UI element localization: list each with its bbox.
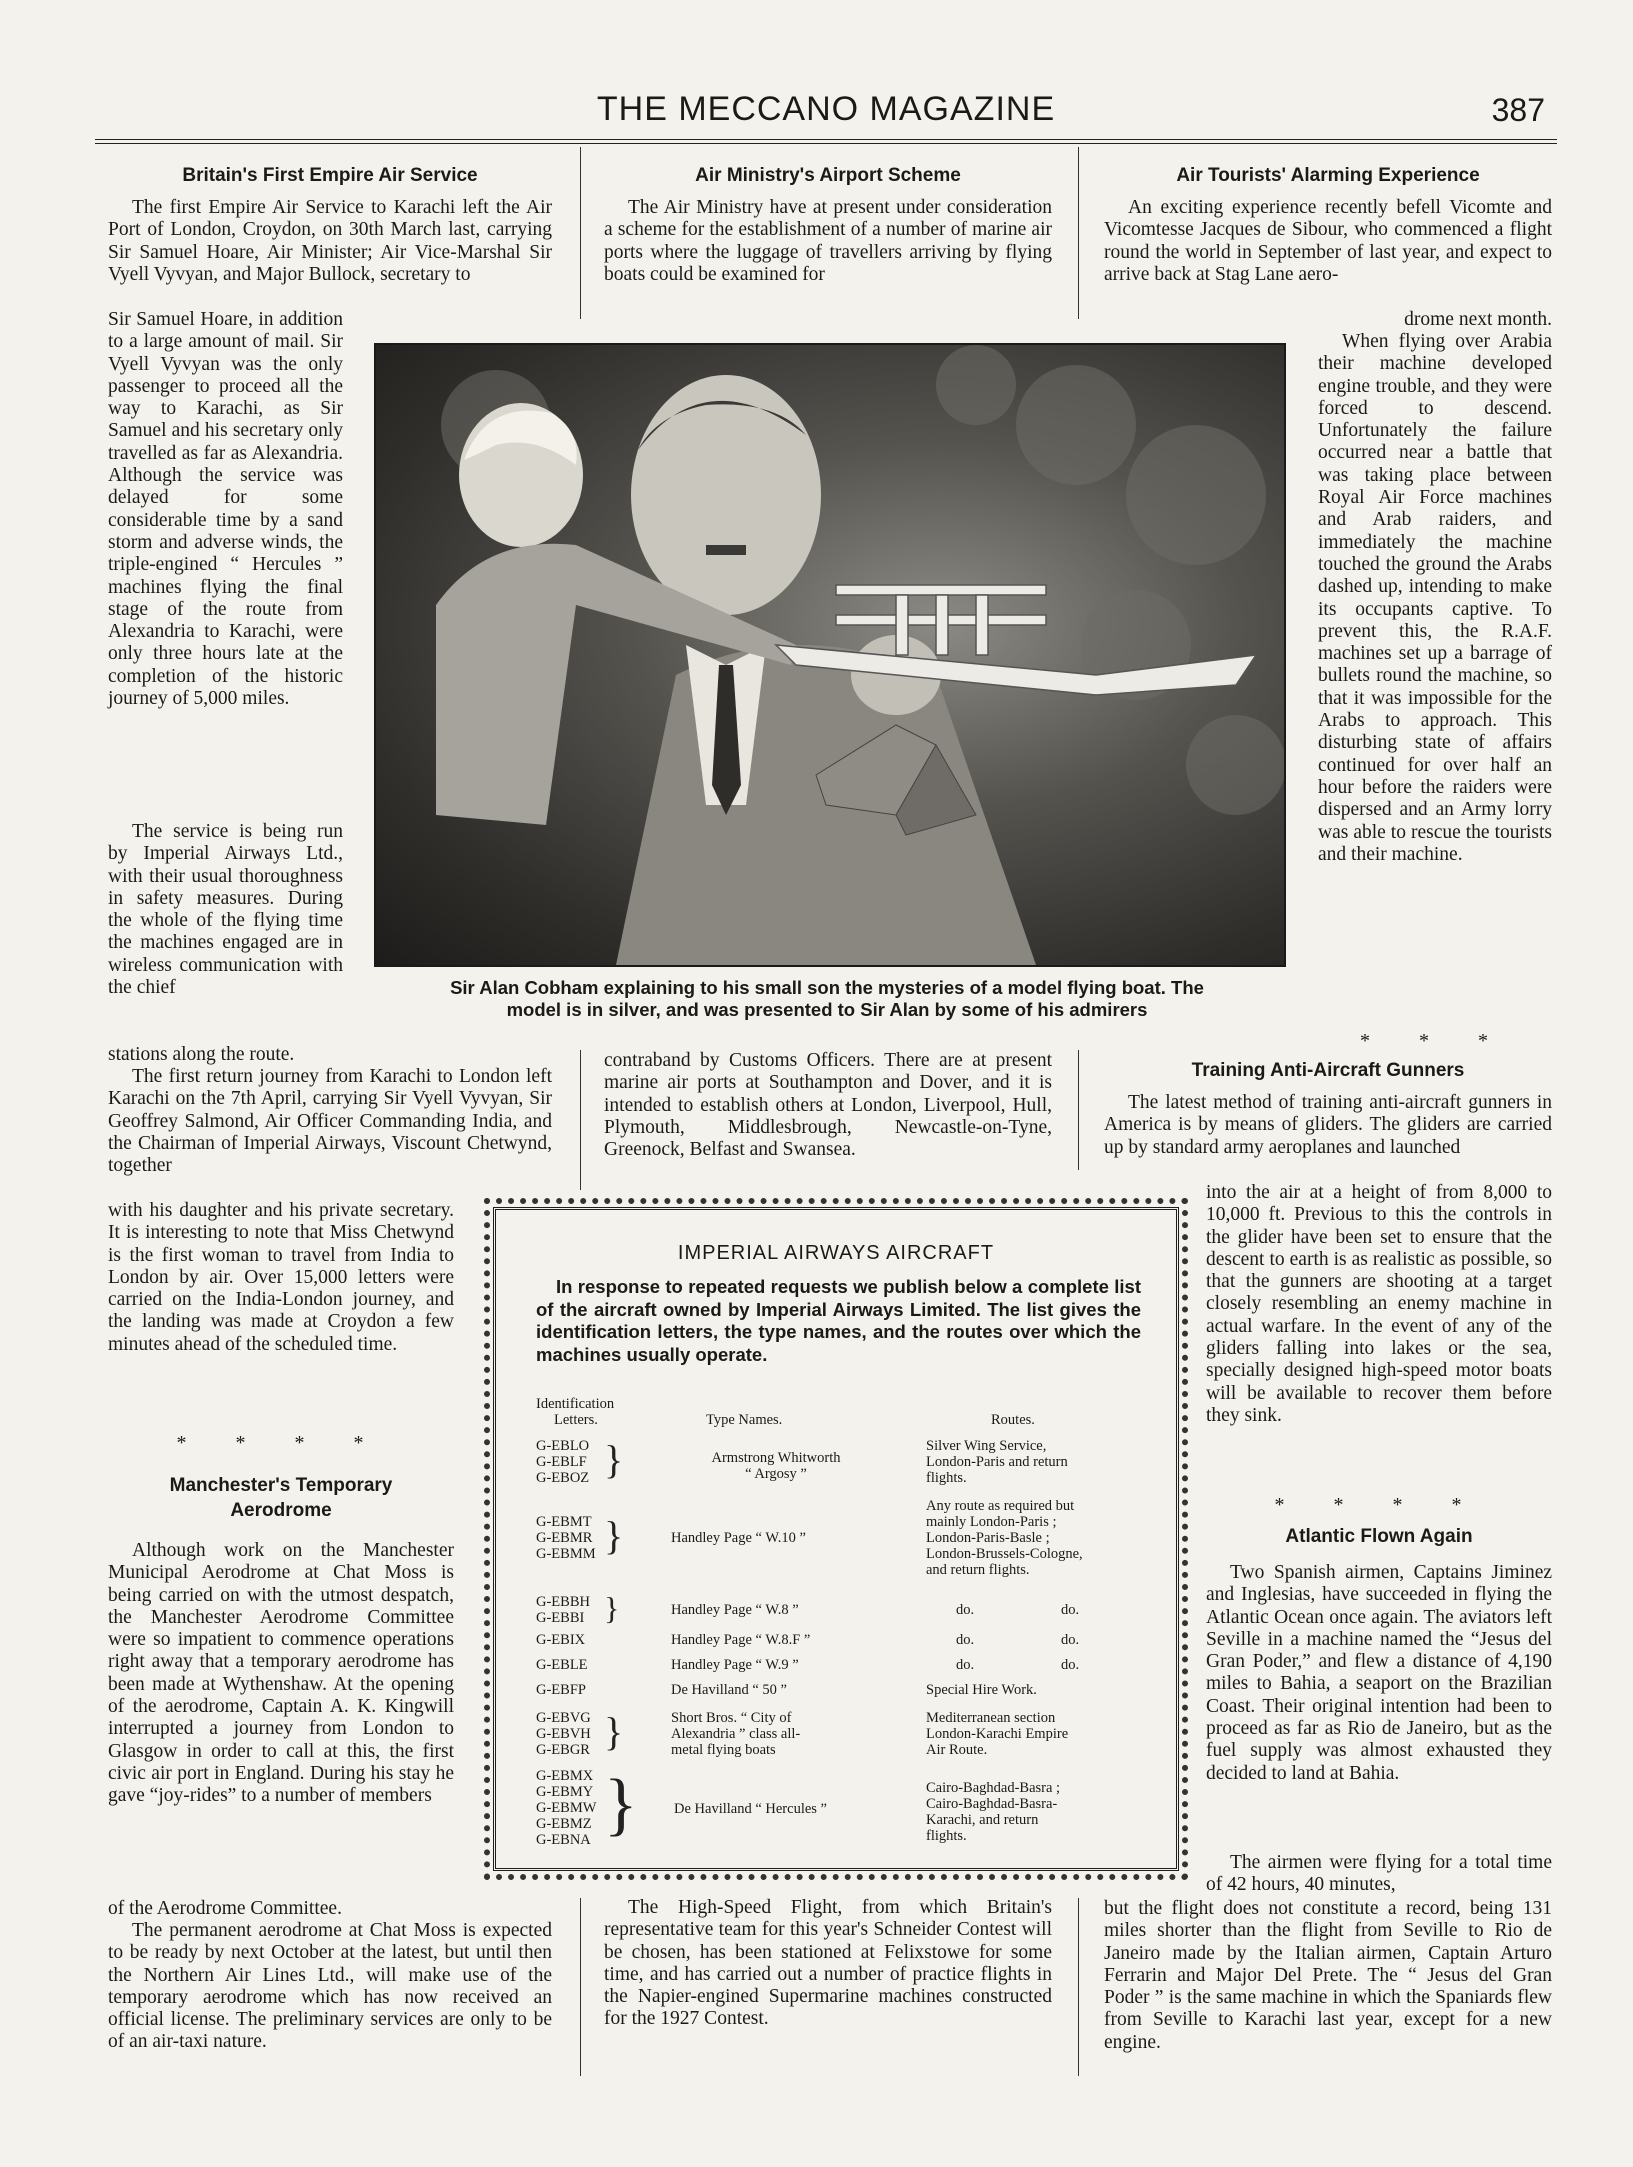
header-rule-2 [95, 143, 1557, 144]
column-divider [1078, 147, 1079, 319]
route: do. [956, 1657, 975, 1673]
article-paragraph: but the flight does not constitute a record, being 131 miles shorter than the flight from Seville to Rio de Janeiro made by the Italian airmen, Captain Arturo Ferrarin and Major Del Prete. The “ Jesus del Gran Poder ” is the same machine in which the Spaniards flew from Seville to Karachi last year, except for a new engine. [1104, 1898, 1552, 2053]
article-heading: Manchester's Temporary [169, 1475, 393, 1496]
article-paragraph: stations along the route. [108, 1044, 295, 1065]
column-divider [580, 1050, 581, 1190]
article-paragraph: drome next month. [1404, 309, 1552, 330]
header-rule [95, 139, 1557, 140]
ident-letters: G-EBBH G-EBBI [536, 1594, 590, 1626]
article-heading: Atlantic Flown Again [1285, 1526, 1473, 1547]
article-paragraph: Although work on the Manchester Municipal Aerodrome at Chat Moss is being carried on with the utmost despatch, the Manchester Aerodrome Committee were so impatient to commence operations right away that a temporary aerodrome has been made at Wythenshaw. At the opening of the aerodrome, Captain A. K. Kingwill interrupted a journey from London to Glasgow in order to call at this, the first civic air port in England. During his stay he gave “joy-rides” to a number of members [108, 1540, 454, 1807]
article-paragraph: Two Spanish airmen, Captains Jiminez and Inglesias, have succeeded in flying the Atlantic Ocean once again. The aviators left Seville in a machine named the “Jesus del Gran Poder,” and flew a distance of 4,190 miles to Bahia, a seaport on the Brazilian Coast. Their original intention had been to proceed as far as Rio de Janeiro, but as the fuel supply was almost exhausted they decided to land at Bahia. [1206, 1562, 1552, 1784]
brace: } [604, 1513, 624, 1558]
article-paragraph: The latest method of training anti-aircraft gunners in America is by means of gliders. The gliders are carried up by standard army aeroplanes and launched [1104, 1092, 1552, 1158]
type-name: Handley Page “ W.10 ” [671, 1530, 806, 1546]
article-paragraph: into the air at a height of from 8,000 to 10,000 ft. Previous to this the controls in the glider have been set to ensure that the descent to earth is as realistic as possible, so that the gunners are shooting at a target closely resembling an enemy machine in actual warfare. In the event of any of the gliders falling into lakes or the sea, specially designed high-speed motor boats will be available to recover them before they sink. [1206, 1182, 1552, 1426]
article-paragraph: An exciting experience recently befell Vicomte and Vicomtesse Jacques de Sibour, who commenced a flight round the world in September of last year, and expect to arrive back at Stag Lane aero- [1104, 197, 1552, 285]
article-heading: Training Anti-Aircraft Gunners [1191, 1060, 1465, 1081]
ident-letters: G-EBIX [536, 1632, 586, 1648]
type-name: Handley Page “ W.8.F ” [671, 1632, 811, 1648]
article-paragraph: The service is being run by Imperial Airways Ltd., with their usual thoroughness in safety measures. During the whole of the flying time the machines engaged are in wireless communication with the chief [108, 821, 343, 999]
route: do. [956, 1602, 975, 1618]
route: do. [1061, 1602, 1080, 1618]
photo-illustration [376, 345, 1284, 965]
column-header-routes: Routes. [991, 1412, 1035, 1428]
photograph [374, 343, 1286, 967]
brace: } [604, 1590, 620, 1626]
column-divider [1078, 1050, 1079, 1170]
aircraft-list-box [493, 1207, 1179, 1871]
article-paragraph: When flying over Arabia their machine developed engine trouble, and they were forced to descend. Unfortunately the failure occurred near a battle that was taking place between Royal Air Force machines and Arab raiders, and immediately the machine touched the ground the Arabs dashed up, intending to make its occupants captive. To prevent this, the R.A.F. machines set up a barrage of bullets round the machine, so that it was impossible for the Arabs to approach. This disturbing state of affairs continued for over half an hour before the raiders were dispersed and an Army lorry was able to rescue the tourists and their machine. [1318, 331, 1552, 865]
article-paragraph: of the Aerodrome Committee. [108, 1898, 342, 1919]
type-name: De Havilland “ Hercules ” [674, 1801, 827, 1817]
ident-letters: G-EBMX G-EBMY G-EBMW G-EBMZ G-EBNA [536, 1768, 597, 1848]
article-heading: Britain's First Empire Air Service [182, 165, 478, 186]
ident-letters: G-EBFP [536, 1682, 586, 1698]
type-name: Handley Page “ W.9 ” [671, 1657, 799, 1673]
article-paragraph: The permanent aerodrome at Chat Moss is expected to be ready by next October at the latest, but until then the Northern Air Lines Ltd., will make use of the temporary aerodrome which has now received an official license. The preliminary services are only to be of an air-taxi nature. [108, 1920, 552, 2053]
section-stars: * * * * [176, 1432, 386, 1454]
type-name: Handley Page “ W.8 ” [671, 1602, 799, 1618]
route: Special Hire Work. [926, 1682, 1037, 1698]
page-number: 387 [1491, 92, 1545, 128]
article-paragraph: with his daughter and his private secretary. It is interesting to note that Miss Chetwynd is the first woman to travel from India to London by air. Over 15,000 letters were carried on the India-London journey, and the landing was made at Croydon a few minutes ahead of the scheduled time. [108, 1200, 454, 1355]
ident-letters: G-EBVG G-EBVH G-EBGR [536, 1710, 591, 1758]
column-divider [580, 147, 581, 319]
column-header-ident-2: Letters. [554, 1412, 598, 1428]
type-name: Armstrong Whitworth “ Argosy ” [711, 1450, 841, 1482]
section-stars: * * * [1360, 1030, 1510, 1052]
column-header-ident: Identification [536, 1396, 615, 1412]
type-name: Short Bros. “ City of Alexandria ” class all- metal flying boats [671, 1710, 801, 1758]
article-heading: Air Ministry's Airport Scheme [695, 165, 961, 186]
route: Cairo-Baghdad-Basra ; Cairo-Baghdad-Basra- Karachi, and return flights. [926, 1780, 1061, 1844]
article-paragraph: The first Empire Air Service to Karachi left the Air Port of London, Croydon, on 30th March last, carrying Sir Samuel Hoare, Air Minister; Air Vice-Marshal Sir Vyell Vyvyan, and Major Bullock, secretary to [108, 197, 552, 285]
article-paragraph: Sir Samuel Hoare, in addition to a large amount of mail. Sir Vyell Vyvyan was the only passenger to proceed all the way to Karachi, as Sir Samuel and his secretary only travelled as far as Alexandria. Although the service was delayed for some considerable time by a sand storm and adverse winds, the triple-engined “ Hercules ” machines flying the final stage of the route from Alexandria to Karachi, were only three hours late at the completion of the historic journey of 5,000 miles. [108, 309, 343, 710]
brace: } [604, 1766, 638, 1843]
masthead [95, 90, 1557, 136]
caption-line: Sir Alan Cobham explaining to his small son the mysteries of a model flying boat. The [450, 977, 1204, 998]
route: do. [1061, 1632, 1080, 1648]
article-heading: Air Tourists' Alarming Experience [1176, 165, 1480, 186]
route: do. [956, 1632, 975, 1648]
caption-line: model is in silver, and was presented to Sir Alan by some of his admirers [506, 999, 1148, 1020]
article-paragraph: The airmen were flying for a total time of 42 hours, 40 minutes, [1206, 1852, 1552, 1896]
article-heading: Aerodrome [230, 1500, 332, 1521]
route: Mediterranean section London-Karachi Empire Air Route. [926, 1710, 1069, 1758]
route: Silver Wing Service, London-Paris and return flights. [926, 1438, 1068, 1486]
photo-caption [362, 977, 1292, 1021]
type-name: De Havilland “ 50 ” [671, 1682, 787, 1698]
section-stars: * * * * [1274, 1494, 1484, 1516]
article-paragraph: The first return journey from Karachi to London left Karachi on the 7th April, carrying Sir Vyell Vyvyan, Sir Geoffrey Salmond, Air Officer Commanding India, and the Chairman of Imperial Airways, Viscount Chetwynd, together [108, 1066, 552, 1177]
brace: } [604, 1437, 624, 1482]
route: Any route as required but mainly London-Paris ; London-Paris-Basle ; London-Brussels-Cologne, and return flights. [926, 1498, 1083, 1578]
column-header-type: Type Names. [706, 1412, 783, 1428]
box-intro: In response to repeated requests we publish below a complete list of the aircraft owned by Imperial Airways Limited. The list gives the identification letters, the type names, and the routes over which the machines usually operate. [536, 1276, 1141, 1365]
article-paragraph: The High-Speed Flight, from which Britain's representative team for this year's Schneider Contest will be chosen, has been stationed at Felixstowe for some time, and has carried out a number of practice flights in the Napier-engined Supermarine machines constructed for the 1927 Contest. [604, 1897, 1052, 2030]
article-paragraph: contraband by Customs Officers. There are at present marine air ports at Southampton and Dover, and it is intended to establish others at London, Liverpool, Hull, Plymouth, Middlesbrough, Newcastle-on-Tyne, Greenock, Belfast and Swansea. [604, 1050, 1052, 1161]
column-divider [1078, 1898, 1079, 2076]
brace: } [604, 1709, 624, 1754]
ident-letters: G-EBMT G-EBMR G-EBMM [536, 1514, 596, 1562]
ident-letters: G-EBLO G-EBLF G-EBOZ [536, 1438, 590, 1486]
article-paragraph: The Air Ministry have at present under consideration a scheme for the establishment of a number of marine air ports where the luggage of travellers arriving by flying boats could be examined for [604, 197, 1052, 285]
magazine-title: THE MECCANO MAGAZINE [596, 90, 1056, 128]
ident-letters: G-EBLE [536, 1657, 588, 1673]
column-divider [580, 1898, 581, 2076]
route: do. [1061, 1657, 1080, 1673]
box-title: IMPERIAL AIRWAYS AIRCRAFT [677, 1242, 995, 1264]
